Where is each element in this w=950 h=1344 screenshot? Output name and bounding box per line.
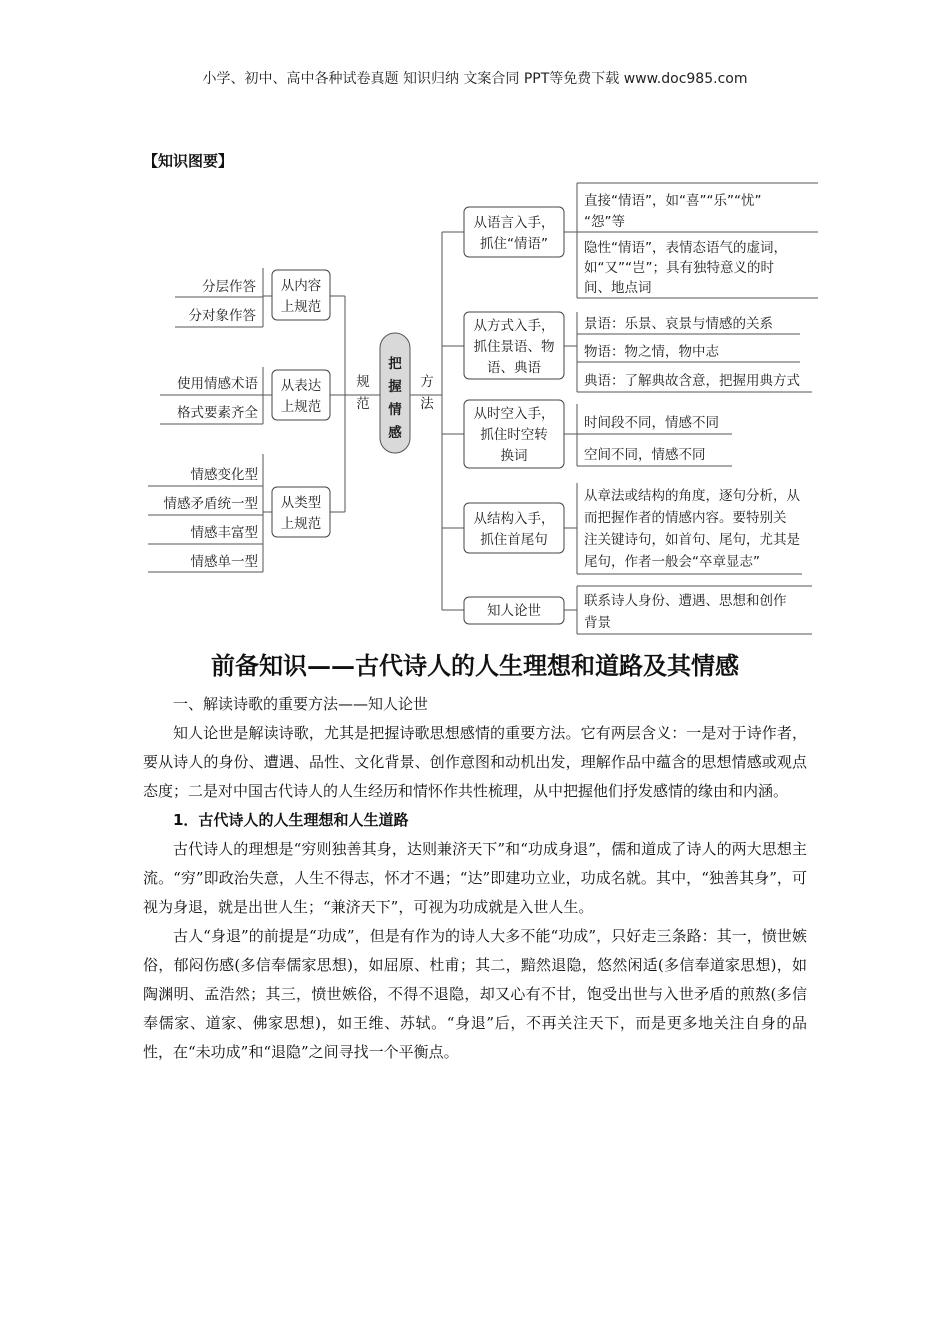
right-label-char: 方: [420, 374, 434, 390]
right-leaf: “怨”等: [584, 214, 625, 230]
right-leaf: 如“又”“岂”；具有独特意义的时: [584, 260, 774, 276]
left-leaf: 情感矛盾统一型: [163, 496, 258, 512]
right-leaf: 物语：物之情，物中志: [584, 344, 719, 360]
knowledge-mind-map: [0, 175, 950, 640]
right-group-title: 从结构入手，: [473, 511, 555, 527]
left-group-title: 上规范: [280, 516, 322, 532]
center-char: 把: [388, 356, 402, 372]
left-leaf: 分层作答: [202, 279, 256, 295]
left-group-title: 上规范: [280, 399, 322, 415]
right-group-title: 语、典语: [487, 360, 541, 376]
center-char: 感: [388, 425, 402, 441]
paragraph: 知人论世是解读诗歌，尤其是把握诗歌思想感情的重要方法。它有两层含义：一是对于诗作者，要从诗人的身份、遭遇、品性、文化背景、创作意图和动机出发，理解作品中蕴含的思想情感或观点态度；二是对中国古代诗人的人生经历和情怀作共性梳理，从中把握他们抒发感情的缘由和内涵。: [143, 724, 807, 800]
left-group-title: 从类型: [280, 495, 322, 511]
right-leaf: 从章法或结构的角度，逐句分析，从: [584, 488, 800, 504]
right-leaf: 空间不同，情感不同: [584, 447, 706, 463]
right-leaf: 直接“情语”，如“喜”“乐”“忧”: [584, 193, 762, 209]
right-leaf: 景语：乐景、哀景与情感的关系: [584, 316, 773, 332]
right-leaf: 典语：了解典故含意，把握用典方式: [584, 373, 800, 389]
paragraph: 古人“身退”的前提是“功成”，但是有作为的诗人大多不能“功成”，只好走三条路：其一，愤世嫉俗，郁闷伤感(多信奉儒家思想)，如屈原、杜甫；其二，黯然退隐，悠然闲适(多信奉道家思想)，如陶渊明、孟浩然；其三，愤世嫉俗，不得不退隐，却又心有不甘，饱受出世与入世矛盾的煎熬(多信奉儒家、道家、佛家思想)，如王维、苏轼。“身退”后，不再关注天下，而是更多地关注自身的品性，在“未功成”和“退隐”之间寻找一个平衡点。: [143, 927, 807, 1061]
section-label: 【知识图要】: [143, 152, 234, 170]
article-body: [143, 690, 807, 1067]
right-leaf: 间、地点词: [584, 280, 652, 296]
right-group-title: 换词: [500, 448, 528, 464]
right-leaf: 联系诗人身份、遭遇、思想和创作: [584, 593, 787, 609]
right-group-title: 抓住“情语”: [480, 236, 548, 252]
subheading: 1．古代诗人的人生理想和人生道路: [173, 811, 409, 829]
right-group-title: 从时空入手，: [473, 406, 555, 422]
left-leaf: 情感变化型: [190, 467, 258, 483]
center-char: 情: [388, 402, 402, 418]
section-heading: 一、解读诗歌的重要方法——知人论世: [173, 695, 429, 713]
left-leaf: 格式要素齐全: [177, 405, 258, 421]
left-leaf: 情感丰富型: [190, 525, 258, 541]
left-label-char: 规: [356, 374, 370, 390]
left-leaf: 分对象作答: [188, 308, 256, 324]
article-title: 前备知识——古代诗人的人生理想和道路及其情感: [211, 651, 739, 680]
left-group-title: 从内容: [280, 278, 322, 294]
left-leaf: 使用情感术语: [177, 376, 258, 392]
left-group-title: 上规范: [280, 299, 322, 315]
right-leaf: 时间段不同，情感不同: [584, 415, 719, 431]
right-group-title: 抓住景语、物: [473, 339, 555, 355]
right-leaf: 注关键诗句，如首句、尾句，尤其是: [584, 532, 800, 548]
right-group-title: 从语言入手，: [473, 215, 555, 231]
right-leaf: 尾句，作者一般会“卒章显志”: [584, 554, 760, 570]
right-group-title: 抓住首尾句: [480, 532, 548, 548]
right-label-char: 法: [420, 396, 434, 412]
paragraph: 古代诗人的理想是“穷则独善其身，达则兼济天下”和“功成身退”，儒和道成了诗人的两大思想主流。“穷”即政治失意，人生不得志，怀才不遇；“达”即建功立业，功成名就。其中，“独善其身”，可视为身退，就是出世人生；“兼济天下”，可视为功成就是入世人生。: [143, 840, 807, 916]
center-char: 握: [388, 379, 402, 395]
left-label-char: 范: [356, 396, 370, 412]
right-leaf: 而把握作者的情感内容。要特别关: [584, 510, 787, 526]
right-leaf: 背景: [584, 615, 611, 631]
right-group-title: 知人论世: [487, 603, 541, 619]
page-header: 小学、初中、高中各种试卷真题 知识归纳 文案合同 PPT等免费下载 www.doc985.com: [202, 71, 748, 87]
right-leaf: 隐性“情语”，表情态语气的虚词，: [584, 240, 787, 256]
right-group-title: 从方式入手，: [473, 318, 555, 334]
left-leaf: 情感单一型: [190, 554, 258, 570]
left-group-title: 从表达: [280, 378, 322, 394]
right-group-title: 抓住时空转: [480, 427, 548, 443]
